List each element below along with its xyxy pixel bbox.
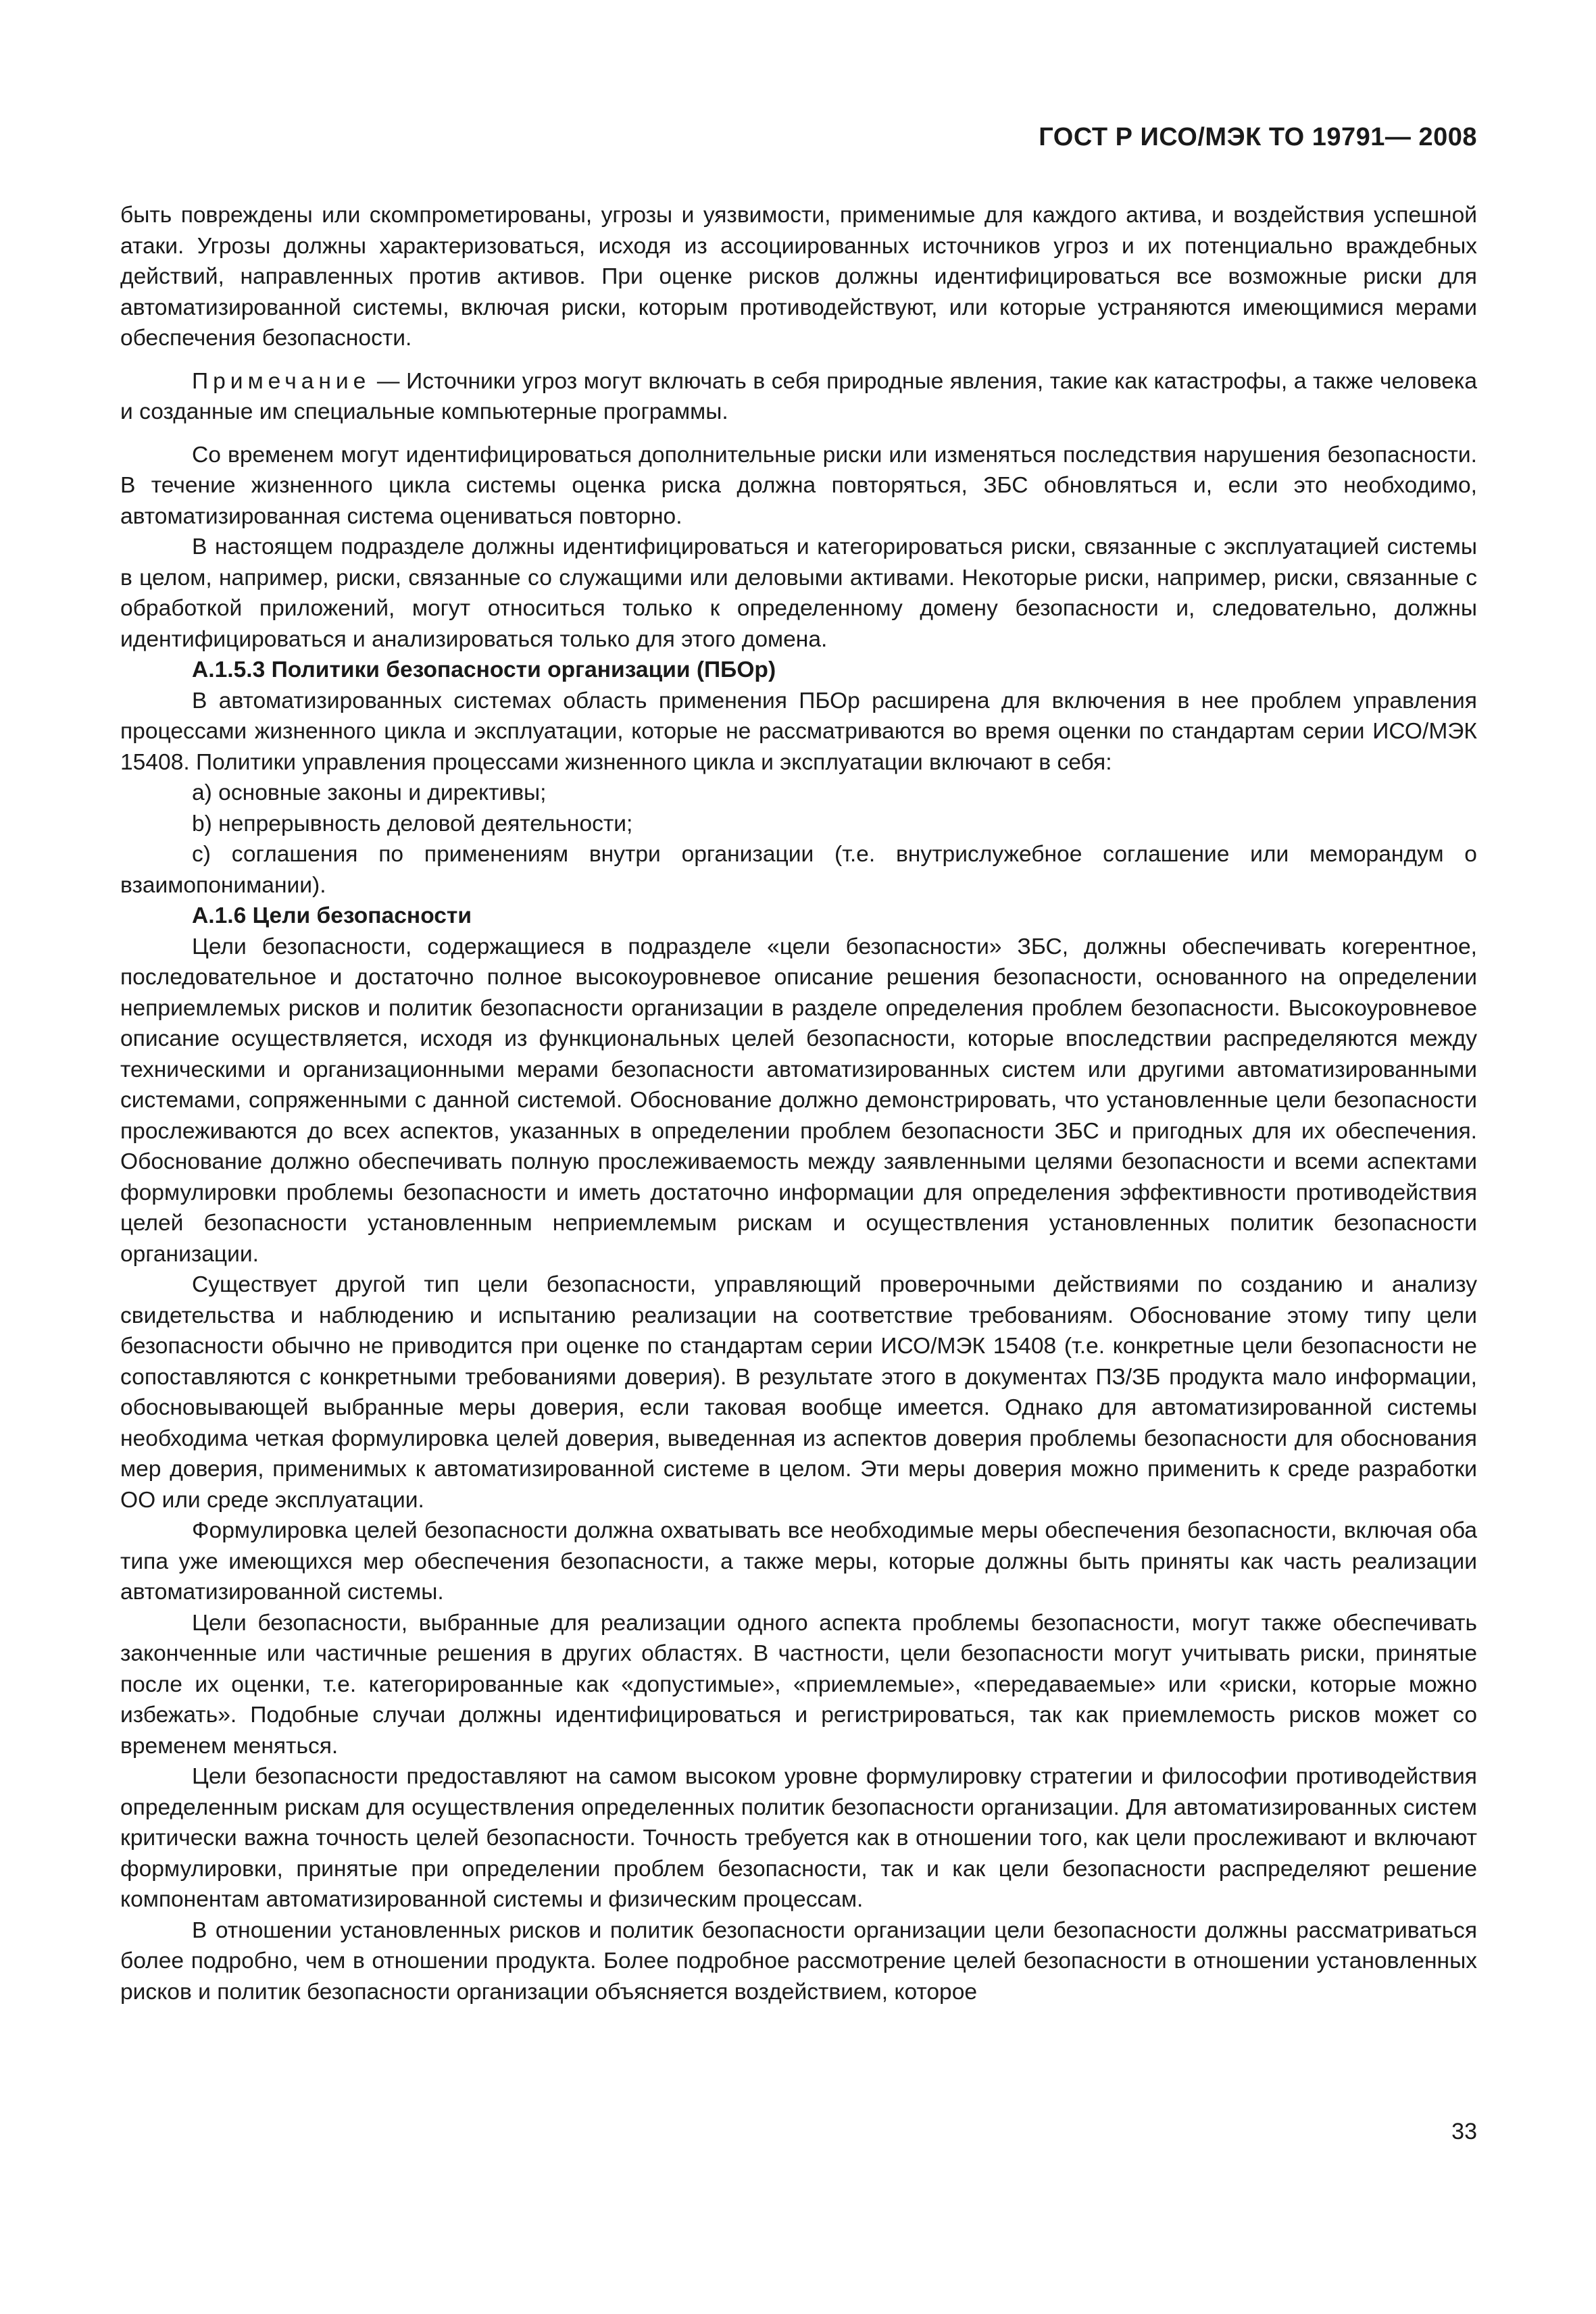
paragraph: Формулировка целей безопасности должна охватывать все необходимые меры обеспечения безопасности, включая оба типа уже имеющихся мер обеспечения безопасности, а также меры, которые должны быть приняты как часть реализации автоматизированной системы. bbox=[120, 1518, 1477, 1605]
document-body bbox=[120, 200, 1477, 2007]
paragraph: Цели безопасности, содержащиеся в подразделе «цели безопасности» ЗБС, должны обеспечивать когерентное, последовательное и достаточно полное высокоуровневое описание решения безопасности, основанного на определении неприемлемых рисков и политик безопасности организации в разделе определения проблем безопасности. Высокоуровневое описание осуществляется, исходя из функциональных целей безопасности, которые впоследствии распределяются между техническими и организационными мерами безопасности автоматизированных систем или другими автоматизированными системами, сопряженными с данной системой. Обоснование должно демонстрировать, что установленные цели безопасности прослеживаются до всех аспектов, указанных в определении проблем безопасности ЗБС и пригодных для их обеспечения. Обоснование должно обеспечивать полную прослеживаемость между заявленными целями безопасности и всеми аспектами формулировки проблемы безопасности и иметь достаточно информации для определения эффективности противодействия целей безопасности установленным неприемлемым рискам и осуществления установленных политик безопасности организации. bbox=[120, 934, 1477, 1267]
paragraph: Со временем могут идентифицироваться дополнительные риски или изменяться последствия нарушения безопасности. В течение жизненного цикла системы оценка риска должна повторяться, ЗБС обновляться и, если это необходимо, автоматизированная система оцениваться повторно. bbox=[120, 442, 1477, 529]
paragraph: В автоматизированных системах область применения ПБОр расширена для включения в нее проблем управления процессами жизненного цикла и эксплуатации, которые не рассматриваются во время оценки по стандартам серии ИСО/МЭК 15408. Политики управления процессами жизненного цикла и эксплуатации включают в себя: bbox=[120, 688, 1477, 775]
list-item: b) непрерывность деловой деятельности; bbox=[192, 811, 633, 836]
section-heading: А.1.6 Цели безопасности bbox=[192, 903, 472, 928]
paragraph: В отношении установленных рисков и политик безопасности организации цели безопасности должны рассматриваться более подробно, чем в отношении продукта. Более подробное рассмотрение целей безопасности в отношении установленных рисков и политик безопасности организации объясняется воздействием, которое bbox=[120, 1917, 1477, 2005]
note-label: Примечание bbox=[192, 368, 371, 394]
page-number: 33 bbox=[1451, 2119, 1477, 2144]
list-item: с) соглашения по применениям внутри организации (т.е. внутрислужебное соглашение или меморандум о взаимопонимании). bbox=[120, 842, 1477, 898]
paragraph: быть повреждены или скомпрометированы, угрозы и уязвимости, применимые для каждого актива, и воздействия успешной атаки. Угрозы должны характеризоваться, исходя из ассоциированных источников угроз и их потенциально враждебных действий, направленных против активов. При оценке рисков должны идентифицироваться все возможные риски для автоматизированной системы, включая риски, которым противодействуют, или которые устраняются имеющимися мерами обеспечения безопасности. bbox=[120, 203, 1477, 351]
list-item: а) основные законы и директивы; bbox=[192, 780, 547, 805]
section-heading: А.1.5.3 Политики безопасности организации (ПБОр) bbox=[192, 657, 776, 682]
paragraph: Существует другой тип цели безопасности, управляющий проверочными действиями по созданию и анализу свидетельства и наблюдению и испытанию реализации на соответствие требованиям. Обоснование этому типу цели безопасности обычно не приводится при оценке по стандартам серии ИСО/МЭК 15408 (т.е. конкретные цели безопасности не сопоставляются с конкретными требованиями доверия). В результате этого в документах ПЗ/ЗБ продукта мало информации, обосновывающей выбранные меры доверия, если таковая вообще имеется. Однако для автоматизированной системы необходима четкая формулировка целей доверия, выведенная из аспектов доверия проблемы безопасности для обоснования мер доверия, применимых к автоматизированной системе в целом. Эти меры доверия можно применить к среде разработки ОО или среде эксплуатации. bbox=[120, 1272, 1477, 1513]
paragraph: Цели безопасности, выбранные для реализации одного аспекта проблемы безопасности, могут также обеспечивать законченные или частичные решения в других областях. В частности, цели безопасности могут учитывать риски, принятые после их оценки, т.е. категорированные как «допустимые», «приемлемые», «передаваемые» или «риски, которые можно избежать». Подобные случаи должны идентифицироваться и регистрироваться, так как приемлемость рисков может со временем меняться. bbox=[120, 1610, 1477, 1759]
note bbox=[120, 366, 1477, 428]
document-header: ГОСТ Р ИСО/МЭК ТО 19791— 2008 bbox=[1039, 123, 1477, 151]
paragraph: В настоящем подразделе должны идентифицироваться и категорироваться риски, связанные с эксплуатацией системы в целом, например, риски, связанные со служащими или деловыми активами. Некоторые риски, например, риски, связанные с обработкой приложений, могут относиться только к определенному домену безопасности и, следовательно, должны идентифицироваться и анализироваться только для этого домена. bbox=[120, 534, 1477, 652]
note-text: — Источники угроз могут включать в себя природные явления, такие как катастрофы, а также человека и созданные им специальные компьютерные программы. bbox=[120, 368, 1477, 424]
paragraph: Цели безопасности предоставляют на самом высоком уровне формулировку стратегии и философии противодействия определенным рискам для осуществления определенных политик безопасности организации. Для автоматизированных систем критически важна точность целей безопасности. Точность требуется как в отношении того, как цели прослеживают и включают формулировки, принятые при определении проблем безопасности, так и как цели безопасности распределяют решение компонентам автоматизированной системы и физическим процессам. bbox=[120, 1764, 1477, 1912]
